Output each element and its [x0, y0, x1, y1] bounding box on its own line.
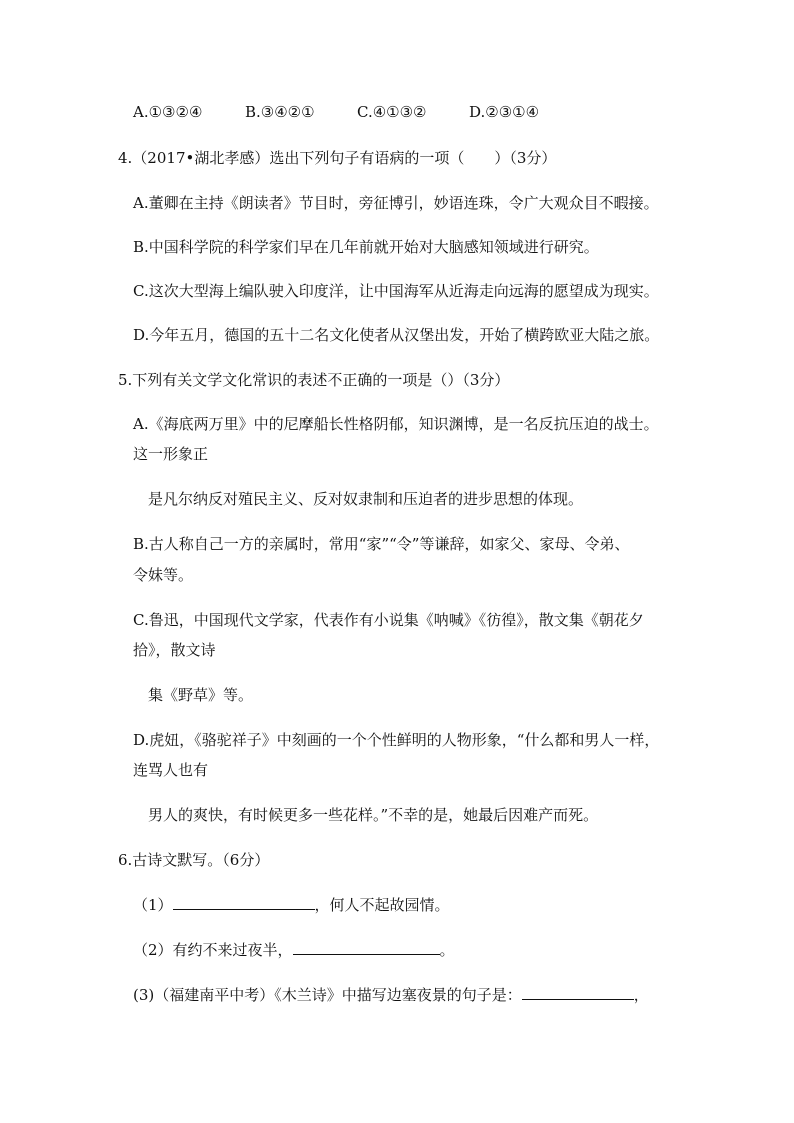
item-3-text: (3)（福建南平中考）《木兰诗》中描写边塞夜景的句子是：	[133, 986, 522, 1004]
question-6-stem: 6.古诗文默写。（6分）	[118, 851, 270, 869]
item-3-tail: ，	[633, 986, 649, 1004]
question-5-option-c-line2: 拾》，散文诗	[133, 641, 216, 659]
question-4-option-b: B.中国科学院的科学家们早在几年前就开始对大脑感知领域进行研究。	[133, 238, 599, 256]
question-5-option-b-line2: 令妹等。	[133, 566, 194, 584]
question-5-stem: 5.下列有关文学文化常识的表述不正确的一项是（）（3分）	[118, 371, 510, 389]
option-a: A.①③②④	[133, 103, 203, 121]
question-5-option-a-line1: A.《海底两万里》中的尼摩船长性格阴郁，知识渊博，是一名反抗压迫的战士。	[133, 415, 659, 433]
question-4-option-c: C.这次大型海上编队驶入印度洋，让中国海军从近海走向远海的愿望成为现实。	[133, 282, 659, 300]
question-6-item-1	[133, 895, 450, 915]
answer-blank-3[interactable]	[522, 985, 634, 1000]
question-5-option-c-line1: C.鲁迅，中国现代文学家，代表作有小说集《呐喊》《彷徨》，散文集《朝花夕	[133, 611, 644, 629]
question-5-option-d-line1: D.虎妞，《骆驼祥子》中刻画的一个个性鲜明的人物形象，“什么都和男人一样，	[133, 731, 660, 749]
answer-blank-2[interactable]	[293, 940, 440, 955]
option-b: B.③④②①	[245, 103, 315, 121]
item-2-text: （2）有约不来过夜半，	[133, 941, 293, 959]
item-1-text: ，何人不起故园情。	[314, 896, 450, 914]
item-1-number: （1）	[133, 896, 173, 914]
question-4-option-a: A.董卿在主持《朗读者》节目时，旁征博引，妙语连珠，令广大观众目不暇接。	[133, 194, 659, 212]
question-5-option-c-line3: 集《野草》等。	[148, 686, 254, 704]
question-6-item-3	[133, 985, 649, 1005]
question-4-stem: 4.（2017•湖北孝感）选出下列句子有语病的一项（ ）（3分）	[118, 149, 557, 167]
question-5-option-a-line3: 是凡尔纳反对殖民主义、反对奴隶制和压迫者的进步思想的体现。	[148, 490, 584, 508]
answer-blank-1[interactable]	[173, 895, 315, 910]
option-c: C.④①③②	[357, 103, 427, 121]
question-5-option-d-line3: 男人的爽快，有时候更多一些花样。”不幸的是，她最后因难产而死。	[148, 806, 599, 824]
option-d: D.②③①④	[469, 103, 540, 121]
question-6-item-2	[133, 940, 455, 960]
question-5-option-a-line2: 这一形象正	[133, 445, 209, 463]
question-5-option-d-line2: 连骂人也有	[133, 761, 209, 779]
item-2-tail: 。	[439, 941, 455, 959]
question-4-option-d: D.今年五月，德国的五十二名文化使者从汉堡出发，开始了横跨欧亚大陆之旅。	[133, 326, 660, 344]
question-5-option-b-line1: B.古人称自己一方的亲属时，常用“家”“令”等谦辞，如家父、家母、令弟、	[133, 535, 630, 553]
